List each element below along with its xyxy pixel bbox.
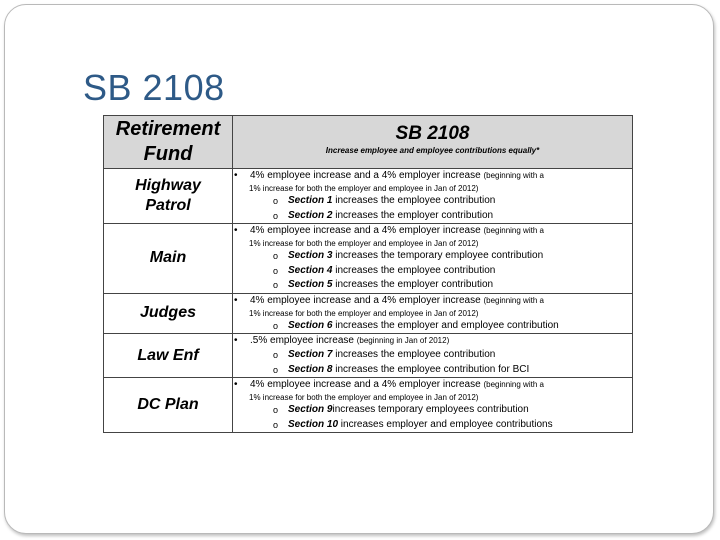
section-label: Section 9 <box>288 404 333 415</box>
fund-name-line: Main <box>149 249 187 267</box>
sub-bullet-item <box>233 319 632 334</box>
circle-bullet-icon: o <box>273 364 279 375</box>
sub-bullet-item <box>233 348 632 363</box>
circle-bullet-icon: o <box>273 265 279 276</box>
circle-bullet-icon: o <box>273 280 279 290</box>
section-label: Section 4 <box>288 264 333 276</box>
sub-bullet-text <box>288 319 559 334</box>
table-row <box>104 378 633 433</box>
table-row <box>104 334 633 378</box>
fund-name-line: Highway <box>135 177 201 194</box>
fund-name-line: Judges <box>139 304 196 322</box>
bullet-continuation: 1% increase for both the employer and employee in Jan of 2012) <box>249 393 479 402</box>
bullet-main-text: 4% employee increase and a 4% employer increase <box>250 225 481 236</box>
sub-bullet-text <box>288 348 495 363</box>
bullet-paren-text: (beginning with a <box>483 171 544 180</box>
retirement-fund-table <box>103 115 633 433</box>
section-description: increases the employee contribution <box>332 349 496 360</box>
content-cell <box>233 293 633 334</box>
bullet-dot-icon: • <box>234 170 238 181</box>
table-header-row <box>104 116 633 169</box>
sub-bullet-text <box>288 249 543 264</box>
section-label: Section 8 <box>288 363 333 375</box>
bullet-main-text: .5% employee increase <box>250 335 354 346</box>
header-retirement-fund <box>104 116 233 169</box>
header-bill-title: SB 2108 <box>395 123 470 144</box>
circle-bullet-icon: o <box>273 251 279 261</box>
section-description: increases employer and employee contributions <box>338 418 553 430</box>
bullet-text <box>250 294 544 308</box>
header-fund-line-2: Fund <box>143 143 193 165</box>
section-label: Section 7 <box>288 349 333 360</box>
sub-bullet-text <box>288 363 529 378</box>
bullet-item <box>233 169 632 183</box>
bullet-continuation: 1% increase for both the employer and employee in Jan of 2012) <box>249 239 479 248</box>
bullet-paren-text: (beginning with a <box>483 380 544 389</box>
fund-cell <box>104 334 233 378</box>
bullet-main-text: 4% employee increase and a 4% employer increase <box>250 294 481 306</box>
sub-bullet-text <box>288 194 495 209</box>
section-description: increases the employee contribution for BCI <box>332 363 530 375</box>
sub-bullet-item <box>233 278 632 293</box>
bullet-continuation: 1% increase for both the employer and employee in Jan of 2012) <box>249 184 479 193</box>
slide-title: SB 2108 <box>83 67 225 108</box>
sub-bullet-text <box>288 403 529 418</box>
circle-bullet-icon: o <box>273 405 279 415</box>
fund-name-line: DC Plan <box>137 396 199 413</box>
sub-bullet-item <box>233 418 632 433</box>
content-cell <box>233 378 633 433</box>
bullet-continuation: 1% increase for both the employer and employee in Jan of 2012) <box>249 308 479 318</box>
bullet-text <box>250 334 449 348</box>
bullet-item <box>233 334 632 348</box>
sub-bullet-text <box>288 418 553 433</box>
table-row <box>104 293 633 334</box>
sub-bullet-text <box>288 264 495 279</box>
bullet-dot-icon: • <box>234 335 238 346</box>
section-label: Section 2 <box>288 209 333 221</box>
bullet-item <box>233 378 632 392</box>
bullet-dot-icon: • <box>234 294 238 306</box>
sub-bullet-item <box>233 249 632 264</box>
bullet-text <box>250 224 544 238</box>
section-description: increases the employer contribution <box>332 279 494 290</box>
bullet-paren-text: (beginning in Jan of 2012) <box>356 336 450 345</box>
circle-bullet-icon: o <box>273 350 279 360</box>
sub-bullet-item <box>233 403 632 418</box>
bullet-item <box>233 224 632 238</box>
bullet-item <box>233 294 632 308</box>
fund-cell <box>104 293 233 334</box>
fund-name-line: Patrol <box>145 197 191 214</box>
table-row <box>104 224 633 294</box>
circle-bullet-icon: o <box>273 320 279 331</box>
section-description: increases the employer contribution <box>332 209 494 221</box>
table-row <box>104 169 633 224</box>
header-fund-line-1: Retirement <box>115 118 221 140</box>
bullet-dot-icon: • <box>234 379 238 390</box>
sub-bullet-text <box>288 278 493 293</box>
bullet-text <box>250 378 544 392</box>
sub-bullet-item <box>233 363 632 378</box>
section-description: increases the employee contribution <box>332 195 496 206</box>
fund-cell <box>104 378 233 433</box>
bullet-main-text: 4% employee increase and a 4% employer increase <box>250 379 481 390</box>
fund-cell <box>104 224 233 294</box>
fund-name-line: Law Enf <box>137 346 199 364</box>
section-label: Section 1 <box>288 195 333 206</box>
header-bill-subtitle: Increase employee and employee contributions equally* <box>325 146 540 155</box>
bullet-main-text: 4% employee increase and a 4% employer increase <box>250 170 481 181</box>
section-label: Section 5 <box>288 279 333 290</box>
section-description: increases the employee contribution <box>332 264 496 276</box>
bullet-paren-text: (beginning with a <box>483 226 544 235</box>
circle-bullet-icon: o <box>273 196 279 206</box>
content-cell <box>233 334 633 378</box>
table-body <box>104 169 633 433</box>
section-label: Section 10 <box>288 418 339 430</box>
section-description: increases the temporary employee contribution <box>332 250 544 261</box>
bullet-paren-text: (beginning with a <box>483 295 544 305</box>
section-description: increases temporary employees contribution <box>332 404 529 415</box>
sub-bullet-item <box>233 264 632 279</box>
section-label: Section 3 <box>288 250 333 261</box>
sub-bullet-item <box>233 209 632 224</box>
sub-bullet-text <box>288 209 493 224</box>
content-cell <box>233 224 633 294</box>
circle-bullet-icon: o <box>273 210 279 221</box>
content-cell <box>233 169 633 224</box>
section-label: Section 6 <box>288 319 333 331</box>
fund-cell <box>104 169 233 224</box>
sub-bullet-item <box>233 194 632 209</box>
bullet-dot-icon: • <box>234 225 238 236</box>
section-description: increases the employer and employee contribution <box>332 319 559 331</box>
circle-bullet-icon: o <box>273 419 279 430</box>
bullet-text <box>250 169 544 183</box>
header-bill <box>233 116 633 169</box>
